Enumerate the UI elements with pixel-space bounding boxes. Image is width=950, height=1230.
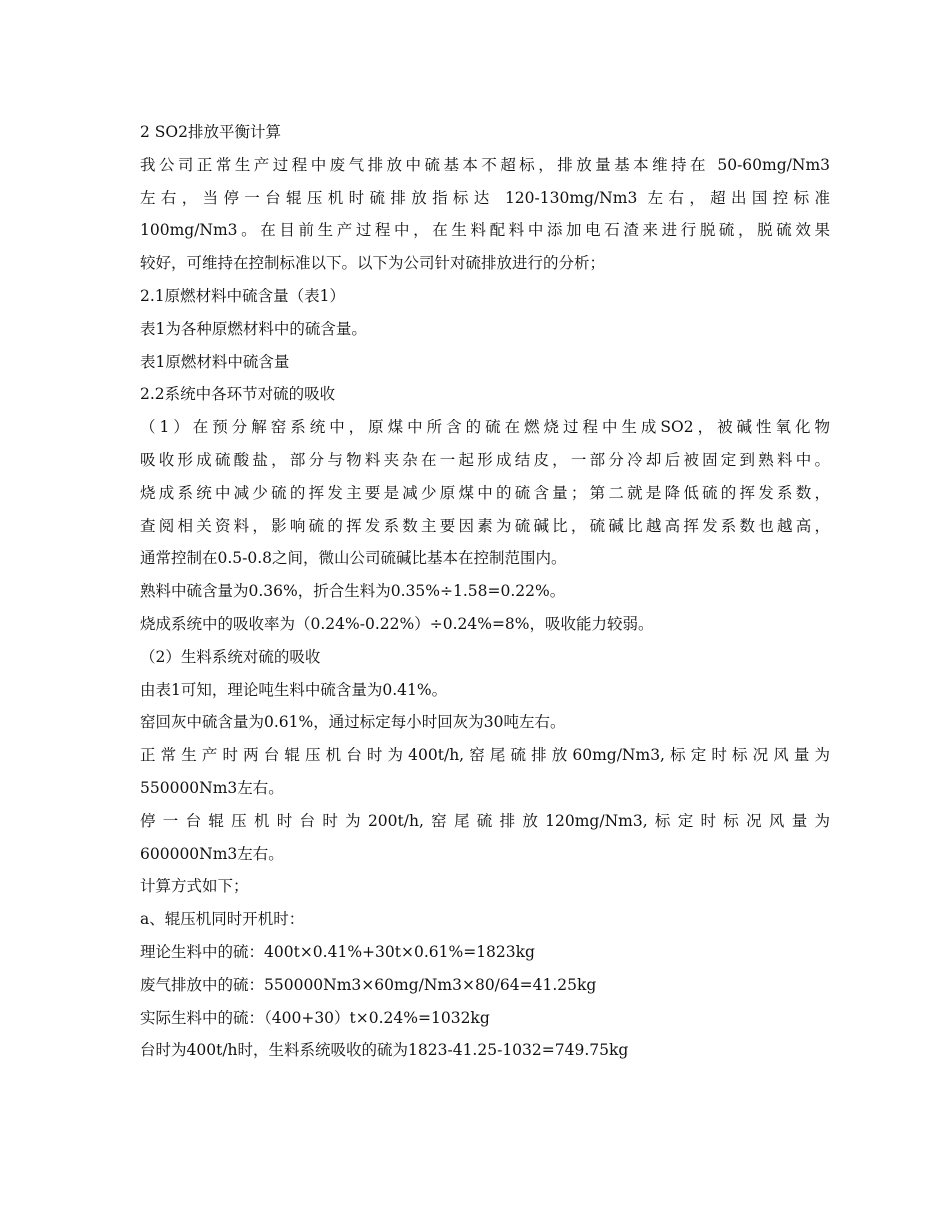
document-body: [140, 116, 830, 1067]
formula-line: 理论生料中的硫：400t×0.41%+30t×0.61%=1823kg: [140, 942, 535, 961]
formula-line: 台时为400t/h时，生料系统吸收的硫为1823-41.25-1032=749.75kg: [140, 1041, 629, 1060]
paragraph-line: 烧成系统中减少硫的挥发主要是减少原煤中的硫含量；第二就是降低硫的挥发系数，: [140, 483, 830, 502]
paragraph-line: 由表1可知，理论吨生料中硫含量为0.41%。: [140, 680, 448, 699]
subsection-heading: 2.1原燃材料中硫含量（表1）: [140, 286, 346, 305]
section-heading: 2 SO2排放平衡计算: [140, 123, 281, 141]
paragraph-line: 表1为各种原燃材料中的硫含量。: [140, 319, 367, 338]
paragraph-line: a、辊压机同时开机时：: [140, 910, 305, 929]
paragraph-line: 熟料中硫含量为0.36%，折合生料为0.35%÷1.58=0.22%。: [140, 582, 566, 601]
formula-line: 废气排放中的硫：550000Nm3×60mg/Nm3×80/64=41.25kg: [140, 975, 597, 994]
subsection-heading: （2）生料系统对硫的吸收: [140, 647, 321, 666]
paragraph-line: 100mg/Nm3。在目前生产过程中，在生料配料中添加电石渣来进行脱硫，脱硫效果: [140, 221, 830, 240]
paragraph-line: 550000Nm3左右。: [140, 778, 284, 797]
paragraph-line: 吸收形成硫酸盐，部分与物料夹杂在一起形成结皮，一部分冷却后被固定到熟料中。: [140, 450, 830, 469]
paragraph-line: 计算方式如下；: [140, 877, 249, 896]
paragraph-line: （1）在预分解窑系统中，原煤中所含的硫在燃烧过程中生成SO2，被碱性氧化物: [140, 418, 830, 437]
paragraph-line: 停一台辊压机时台时为200t/h,窑尾硫排放120mg/Nm3,标定时标况风量为: [140, 811, 830, 830]
paragraph-line: 较好，可维持在控制标准以下。以下为公司针对硫排放进行的分析；: [140, 254, 606, 273]
paragraph-line: 正常生产时两台辊压机台时为400t/h,窑尾硫排放60mg/Nm3,标定时标况风量为: [140, 746, 830, 765]
formula-line: 实际生料中的硫：（400+30）t×0.24%=1032kg: [140, 1008, 490, 1027]
paragraph-line: 通常控制在0.5-0.8之间，微山公司硫碱比基本在控制范围内。: [140, 549, 567, 568]
paragraph-line: 查阅相关资料，影响硫的挥发系数主要因素为硫碱比，硫碱比越高挥发系数也越高，: [140, 516, 830, 535]
paragraph-line: 左右，当停一台辊压机时硫排放指标达 120-130mg/Nm3 左右，超出国控标准: [140, 188, 830, 207]
table-caption: 表1原燃材料中硫含量: [140, 352, 290, 371]
paragraph-line: 我公司正常生产过程中废气排放中硫基本不超标，排放量基本维持在 50-60mg/Nm3: [140, 155, 830, 174]
subsection-heading: 2.2系统中各环节对硫的吸收: [140, 385, 336, 404]
paragraph-line: 600000Nm3左右。: [140, 844, 284, 863]
paragraph-line: 烧成系统中的吸收率为（0.24%-0.22%）÷0.24%=8%，吸收能力较弱。: [140, 614, 654, 633]
paragraph-line: 窑回灰中硫含量为0.61%，通过标定每小时回灰为30吨左右。: [140, 713, 566, 732]
